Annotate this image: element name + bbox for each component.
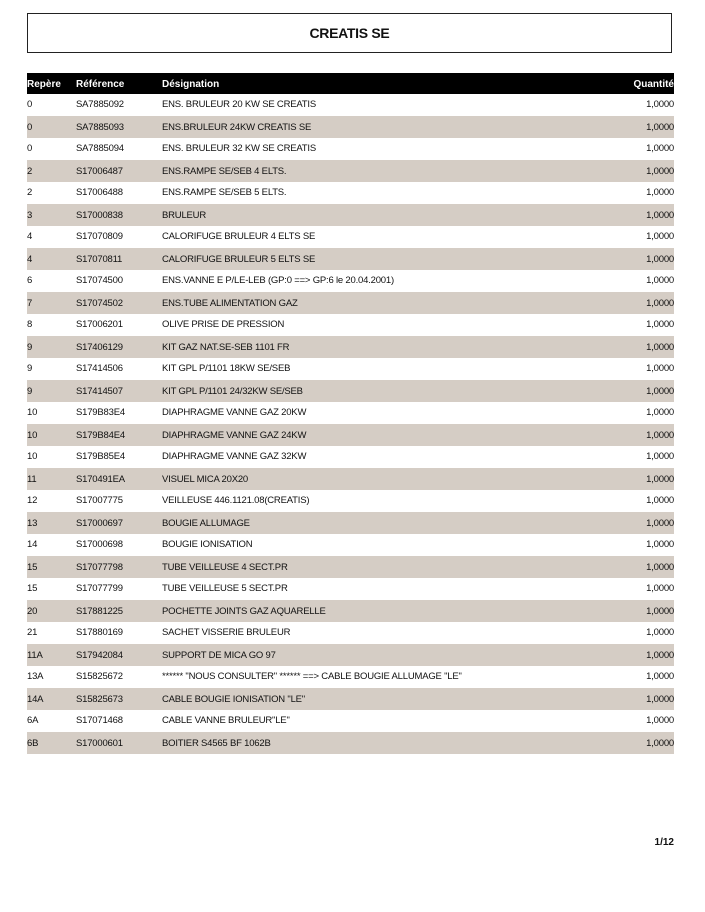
cell-designation: KIT GPL P/1101 18KW SE/SEB xyxy=(162,363,291,374)
cell-quantite: 1,0000 xyxy=(646,210,674,221)
cell-designation: DIAPHRAGME VANNE GAZ 24KW xyxy=(162,430,307,441)
cell-quantite: 1,0000 xyxy=(646,627,674,638)
table-row xyxy=(27,622,674,643)
cell-reference: S17074500 xyxy=(76,275,123,286)
cell-designation: CALORIFUGE BRULEUR 5 ELTS SE xyxy=(162,254,316,265)
cell-quantite: 1,0000 xyxy=(646,319,674,330)
cell-quantite: 1,0000 xyxy=(646,518,674,529)
table-row xyxy=(27,666,674,687)
cell-reference: S17414506 xyxy=(76,363,123,374)
cell-reference: S179B85E4 xyxy=(76,451,125,462)
cell-designation: ENS.TUBE ALIMENTATION GAZ xyxy=(162,298,298,309)
table-row xyxy=(27,424,674,446)
cell-repere: 9 xyxy=(27,386,33,397)
cell-designation: KIT GPL P/1101 24/32KW SE/SEB xyxy=(162,386,303,397)
cell-designation: SUPPORT DE MICA GO 97 xyxy=(162,650,276,661)
table-row xyxy=(27,160,674,182)
table-row xyxy=(27,380,674,402)
table-row xyxy=(27,94,674,115)
table-row xyxy=(27,468,674,490)
table-row xyxy=(27,138,674,159)
cell-quantite: 1,0000 xyxy=(646,187,674,198)
cell-reference: S17070811 xyxy=(76,254,123,265)
cell-designation: BRULEUR xyxy=(162,210,206,221)
cell-reference: S17077799 xyxy=(76,583,123,594)
cell-repere: 10 xyxy=(27,430,38,441)
cell-designation: ENS. BRULEUR 20 KW SE CREATIS xyxy=(162,99,316,110)
cell-quantite: 1,0000 xyxy=(646,430,674,441)
cell-repere: 12 xyxy=(27,495,38,506)
cell-quantite: 1,0000 xyxy=(646,298,674,309)
cell-quantite: 1,0000 xyxy=(646,451,674,462)
table-row xyxy=(27,446,674,467)
cell-reference: S17000698 xyxy=(76,539,123,550)
cell-reference: S17006487 xyxy=(76,166,123,177)
table-row xyxy=(27,732,674,754)
cell-designation: ENS.BRULEUR 24KW CREATIS SE xyxy=(162,122,312,133)
cell-reference: S17000697 xyxy=(76,518,123,529)
header-designation: Désignation xyxy=(162,79,220,90)
cell-repere: 14 xyxy=(27,539,38,550)
cell-reference: S17070809 xyxy=(76,231,123,242)
table-row xyxy=(27,270,674,291)
cell-designation: SACHET VISSERIE BRULEUR xyxy=(162,627,291,638)
cell-quantite: 1,0000 xyxy=(646,562,674,573)
cell-designation: TUBE VEILLEUSE 5 SECT.PR xyxy=(162,583,288,594)
table-row xyxy=(27,402,674,423)
table-row xyxy=(27,358,674,379)
cell-quantite: 1,0000 xyxy=(646,539,674,550)
cell-reference: S17942084 xyxy=(76,650,123,661)
cell-designation: ENS. BRULEUR 32 KW SE CREATIS xyxy=(162,143,316,154)
document-title: CREATIS SE xyxy=(309,25,390,41)
cell-reference: S17000601 xyxy=(76,738,123,749)
cell-quantite: 1,0000 xyxy=(646,671,674,682)
cell-reference: S17414507 xyxy=(76,386,123,397)
table-row xyxy=(27,314,674,335)
cell-reference: S179B84E4 xyxy=(76,430,125,441)
table-row xyxy=(27,512,674,534)
cell-designation: ENS.RAMPE SE/SEB 4 ELTS. xyxy=(162,166,287,177)
cell-reference: SA7885092 xyxy=(76,99,124,110)
table-row xyxy=(27,600,674,622)
cell-designation: ENS.VANNE E P/LE-LEB (GP:0 ==> GP:6 le 20.04.2001) xyxy=(162,275,394,286)
cell-quantite: 1,0000 xyxy=(646,231,674,242)
cell-repere: 15 xyxy=(27,583,38,594)
cell-reference: S17406129 xyxy=(76,342,123,353)
cell-quantite: 1,0000 xyxy=(646,407,674,418)
page-number: 1/12 xyxy=(654,837,674,848)
cell-designation: BOUGIE ALLUMAGE xyxy=(162,518,250,529)
cell-designation: BOUGIE IONISATION xyxy=(162,539,253,550)
cell-quantite: 1,0000 xyxy=(646,738,674,749)
cell-repere: 0 xyxy=(27,99,33,110)
cell-designation: CALORIFUGE BRULEUR 4 ELTS SE xyxy=(162,231,316,242)
cell-quantite: 1,0000 xyxy=(646,363,674,374)
table-row xyxy=(27,710,674,731)
cell-repere: 21 xyxy=(27,627,38,638)
cell-repere: 0 xyxy=(27,143,33,154)
cell-reference: S17077798 xyxy=(76,562,123,573)
cell-reference: S17071468 xyxy=(76,715,123,726)
table-row xyxy=(27,578,674,599)
cell-quantite: 1,0000 xyxy=(646,606,674,617)
cell-repere: 3 xyxy=(27,210,33,221)
cell-reference: S17006201 xyxy=(76,319,123,330)
cell-quantite: 1,0000 xyxy=(646,143,674,154)
table-row xyxy=(27,116,674,138)
cell-repere: 8 xyxy=(27,319,33,330)
cell-reference: S17074502 xyxy=(76,298,123,309)
table-row xyxy=(27,292,674,314)
cell-designation: ENS.RAMPE SE/SEB 5 ELTS. xyxy=(162,187,287,198)
cell-reference: S17880169 xyxy=(76,627,123,638)
cell-reference: S17000838 xyxy=(76,210,123,221)
table-header xyxy=(27,73,674,94)
table-row xyxy=(27,688,674,710)
cell-repere: 6B xyxy=(27,738,39,749)
cell-repere: 9 xyxy=(27,342,33,353)
cell-designation: VEILLEUSE 446.1121.08(CREATIS) xyxy=(162,495,310,506)
cell-repere: 7 xyxy=(27,298,33,309)
cell-repere: 9 xyxy=(27,363,33,374)
cell-repere: 15 xyxy=(27,562,38,573)
table-row xyxy=(27,226,674,247)
cell-repere: 14A xyxy=(27,694,44,705)
cell-quantite: 1,0000 xyxy=(646,122,674,133)
table-body xyxy=(27,94,674,754)
cell-quantite: 1,0000 xyxy=(646,583,674,594)
cell-quantite: 1,0000 xyxy=(646,342,674,353)
table-row xyxy=(27,182,674,203)
cell-designation: CABLE BOUGIE IONISATION "LE" xyxy=(162,694,305,705)
header-reference: Référence xyxy=(76,79,125,90)
cell-reference: S15825673 xyxy=(76,694,123,705)
cell-repere: 4 xyxy=(27,231,33,242)
cell-repere: 0 xyxy=(27,122,33,133)
header-quantite: Quantité xyxy=(633,79,674,90)
cell-designation: DIAPHRAGME VANNE GAZ 32KW xyxy=(162,451,307,462)
table-row xyxy=(27,204,674,226)
table-row xyxy=(27,336,674,358)
cell-designation: POCHETTE JOINTS GAZ AQUARELLE xyxy=(162,606,326,617)
cell-quantite: 1,0000 xyxy=(646,474,674,485)
cell-repere: 2 xyxy=(27,187,33,198)
cell-repere: 11A xyxy=(27,650,43,661)
cell-repere: 10 xyxy=(27,451,38,462)
cell-designation: ****** "NOUS CONSULTER" ****** ==> CABLE BOUGIE ALLUMAGE "LE" xyxy=(162,671,462,682)
cell-repere: 6A xyxy=(27,715,39,726)
header-repere: Repère xyxy=(27,79,61,90)
table-row xyxy=(27,556,674,578)
cell-reference: SA7885093 xyxy=(76,122,124,133)
parts-table xyxy=(27,73,674,754)
cell-reference: S17007775 xyxy=(76,495,123,506)
cell-designation: DIAPHRAGME VANNE GAZ 20KW xyxy=(162,407,307,418)
cell-repere: 10 xyxy=(27,407,38,418)
cell-repere: 2 xyxy=(27,166,33,177)
cell-repere: 13A xyxy=(27,671,44,682)
cell-reference: S17881225 xyxy=(76,606,123,617)
cell-repere: 20 xyxy=(27,606,38,617)
cell-reference: SA7885094 xyxy=(76,143,124,154)
cell-quantite: 1,0000 xyxy=(646,275,674,286)
cell-reference: S17006488 xyxy=(76,187,123,198)
cell-quantite: 1,0000 xyxy=(646,715,674,726)
cell-designation: TUBE VEILLEUSE 4 SECT.PR xyxy=(162,562,288,573)
cell-quantite: 1,0000 xyxy=(646,254,674,265)
table-row xyxy=(27,248,674,270)
cell-repere: 13 xyxy=(27,518,38,529)
cell-quantite: 1,0000 xyxy=(646,495,674,506)
cell-reference: S179B83E4 xyxy=(76,407,125,418)
table-row xyxy=(27,490,674,511)
cell-repere: 11 xyxy=(27,474,37,485)
cell-designation: VISUEL MICA 20X20 xyxy=(162,474,249,485)
cell-quantite: 1,0000 xyxy=(646,694,674,705)
cell-quantite: 1,0000 xyxy=(646,386,674,397)
cell-designation: OLIVE PRISE DE PRESSION xyxy=(162,319,285,330)
cell-repere: 4 xyxy=(27,254,33,265)
cell-repere: 6 xyxy=(27,275,33,286)
cell-reference: S15825672 xyxy=(76,671,123,682)
document-title-box xyxy=(27,13,672,53)
table-row xyxy=(27,534,674,555)
cell-quantite: 1,0000 xyxy=(646,166,674,177)
table-row xyxy=(27,644,674,666)
cell-designation: KIT GAZ NAT.SE-SEB 1101 FR xyxy=(162,342,290,353)
cell-designation: BOITIER S4565 BF 1062B xyxy=(162,738,271,749)
cell-reference: S170491EA xyxy=(76,474,125,485)
cell-quantite: 1,0000 xyxy=(646,99,674,110)
cell-quantite: 1,0000 xyxy=(646,650,674,661)
cell-designation: CABLE VANNE BRULEUR"LE" xyxy=(162,715,290,726)
